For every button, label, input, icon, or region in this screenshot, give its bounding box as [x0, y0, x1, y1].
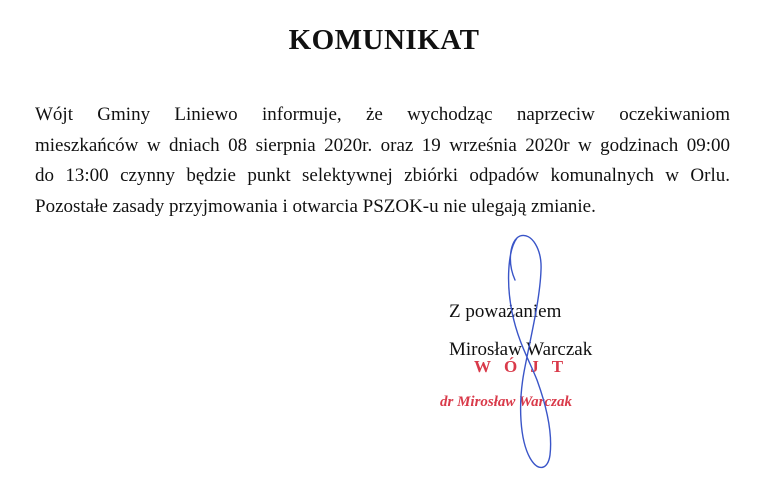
announcement-body [35, 100, 730, 222]
body-line: Pozostałe zasady przyjmowania i otwarcia PSZOK-u nie ulegają zmianie. [35, 195, 596, 217]
body-line: Wójt Gminy Liniewo informuje, że wychodząc naprzeciw oczekiwaniom [35, 104, 730, 125]
stamp-name: dr Mirosław Warczak [440, 394, 572, 410]
stamp-title: WÓJT [474, 357, 577, 376]
body-line: mieszkańców w dniach 08 sierpnia 2020r. oraz 19 września 2020r w godzinach 09:00 [35, 134, 730, 156]
closing-greeting: Z poważaniem [449, 301, 562, 322]
document-title: KOMUNIKAT [288, 24, 480, 56]
body-line: do 13:00 czynny będzie punkt selektywnej zbiórki odpadów komunalnych w Orlu. [35, 165, 730, 186]
signatory-name: Mirosław Warczak [449, 339, 593, 360]
